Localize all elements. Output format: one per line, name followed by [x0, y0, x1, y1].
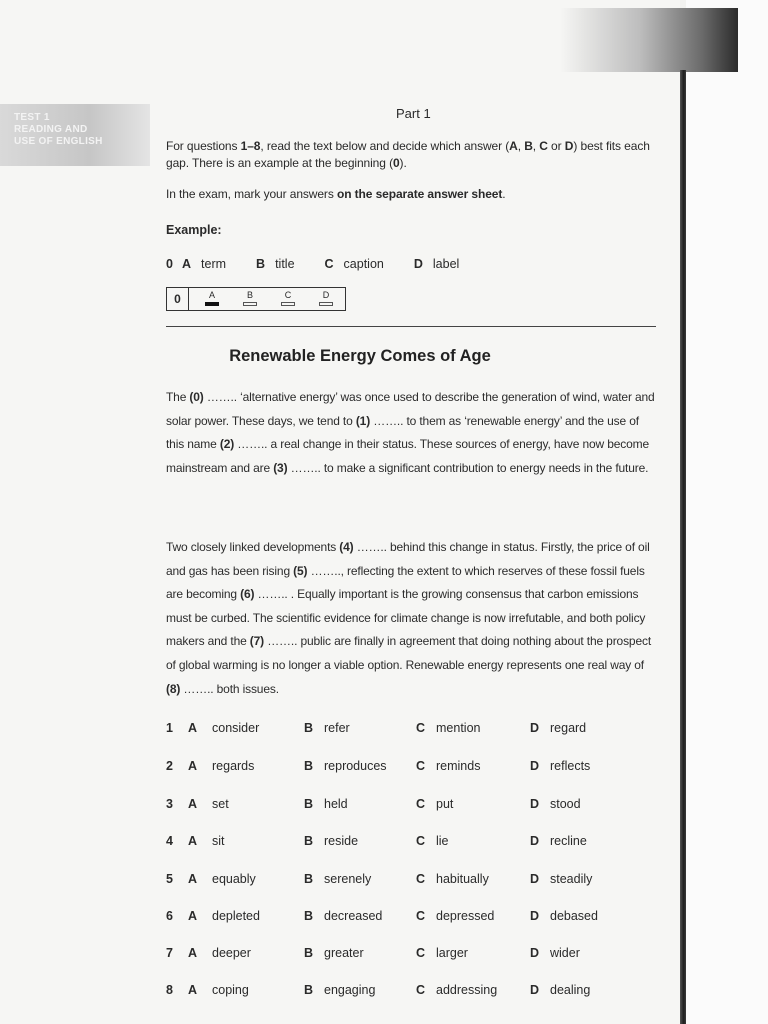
option-a: A sit — [188, 834, 225, 848]
part-title: Part 1 — [396, 106, 431, 121]
answer-sheet-instruction: In the exam, mark your answers on the separate answer sheet. — [166, 187, 506, 201]
paragraph-text: …….. behind this change in status. Firstly, the price of oil and gas has been rising — [166, 540, 650, 578]
option-b: B greater — [304, 946, 364, 960]
question-row — [166, 834, 666, 854]
question-number: 8 — [166, 983, 173, 997]
answer-bubble — [269, 288, 307, 306]
question-row — [166, 721, 666, 741]
answer-bubbles — [189, 288, 345, 310]
answer-bubble-letter: A — [208, 290, 215, 300]
article-paragraph — [166, 386, 658, 480]
section-tab — [0, 104, 150, 166]
article-paragraph — [166, 536, 658, 701]
question-row — [166, 983, 666, 1003]
option-c: C mention — [416, 721, 481, 735]
scan-shadow — [560, 8, 738, 72]
divider-line — [166, 326, 656, 327]
example-label: Example: — [166, 223, 222, 237]
answer-bubble-letter: B — [246, 290, 253, 300]
right-margin — [686, 0, 768, 1024]
example-option: C caption — [324, 257, 384, 271]
gap-number: (3) — [273, 460, 288, 475]
gap-number: (6) — [240, 587, 255, 602]
gap-number: (0) — [189, 390, 204, 404]
section-tab-line: READING AND — [14, 124, 88, 135]
paragraph-text: …….. to them as ‘renewable energy’ and the use of this name — [166, 413, 639, 452]
question-number: 3 — [166, 797, 173, 811]
option-d: D debased — [530, 909, 598, 923]
paragraph-text: …….. both issues. — [180, 681, 279, 696]
option-d: D stood — [530, 797, 581, 811]
option-d: D recline — [530, 834, 587, 848]
option-b: B reside — [304, 834, 359, 848]
option-c: C habitually — [416, 872, 489, 886]
answer-box-number: 0 — [167, 288, 189, 310]
example-options — [166, 257, 489, 271]
question-row — [166, 946, 666, 966]
option-a: A regards — [188, 759, 255, 773]
question-number: 2 — [166, 759, 173, 773]
paragraph-text: The — [166, 390, 190, 404]
answer-bubble-mark — [281, 302, 295, 306]
answer-bubble — [193, 288, 231, 306]
gap-number: (1) — [355, 413, 371, 428]
answer-bubble-letter: C — [284, 290, 292, 300]
answer-bubble — [231, 288, 269, 306]
question-number: 1 — [166, 721, 173, 735]
example-number: 0 — [166, 257, 173, 271]
gap-number: (7) — [249, 634, 265, 649]
option-b: B decreased — [304, 909, 383, 923]
option-c: C addressing — [416, 983, 498, 997]
example-option: B title — [256, 257, 295, 271]
option-a: A set — [188, 797, 229, 811]
option-b: B engaging — [304, 983, 376, 997]
paragraph-text: …….. public are finally in agreement that doing nothing about the prospect of global warming is no longer a viable option. Renewable energy represents one real way of — [166, 634, 652, 672]
option-d: D reflects — [530, 759, 591, 773]
option-d: D regard — [530, 721, 587, 735]
option-d: D steadily — [530, 872, 593, 886]
question-row — [166, 797, 666, 817]
answer-bubble — [307, 288, 345, 306]
example-option: D label — [413, 257, 460, 271]
option-b: B refer — [304, 721, 350, 735]
question-number: 6 — [166, 909, 173, 923]
option-a: A deeper — [188, 946, 251, 960]
book-spine — [680, 70, 686, 1024]
example-answer-box — [166, 287, 346, 311]
question-row — [166, 872, 666, 892]
instructions-text: For questions 1–8, read the text below and decide which answer (A, B, C or D) best fits each gap. There is an example at the beginning (0). — [166, 139, 650, 170]
question-row — [166, 759, 666, 779]
paragraph-text: …….. . Equally important is the growing consensus that carbon emissions must be curbed. The scientific evidence for climate change is now irrefutable, and both policy makers and the — [166, 587, 646, 649]
option-b: B serenely — [304, 872, 372, 886]
paragraph-text: …….., reflecting the extent to which reserves of these fossil fuels are becoming — [166, 563, 645, 602]
option-a: A depleted — [188, 909, 260, 923]
paragraph-text: …….. ‘alternative energy’ was once used to describe the generation of wind, water and solar power. These days, we tend to — [166, 390, 655, 428]
option-d: D dealing — [530, 983, 591, 997]
paragraph-text: …….. to make a significant contribution to energy needs in the future. — [287, 460, 649, 475]
option-d: D wider — [530, 946, 580, 960]
question-number: 5 — [166, 872, 173, 886]
option-b: B held — [304, 797, 348, 811]
option-c: C depressed — [416, 909, 495, 923]
gap-number: (2) — [219, 437, 235, 452]
paragraph-text: …….. a real change in their status. These sources of energy, have now become mainstream and are — [166, 437, 649, 475]
section-tab-line: USE OF ENGLISH — [14, 136, 103, 147]
option-a: A equably — [188, 872, 256, 886]
option-c: C reminds — [416, 759, 481, 773]
paragraph-text: Two closely linked developments — [166, 540, 340, 554]
question-number: 7 — [166, 946, 173, 960]
option-b: B reproduces — [304, 759, 387, 773]
option-c: C lie — [416, 834, 449, 848]
gap-number: (8) — [166, 681, 181, 696]
answer-bubble-mark — [243, 302, 257, 306]
option-a: A coping — [188, 983, 249, 997]
example-option: A term — [182, 257, 227, 271]
gap-number: (4) — [339, 540, 354, 554]
section-tab-line: TEST 1 — [14, 112, 50, 123]
option-c: C put — [416, 797, 454, 811]
article-title: Renewable Energy Comes of Age — [229, 347, 491, 365]
question-number: 4 — [166, 834, 173, 848]
question-row — [166, 909, 666, 929]
option-a: A consider — [188, 721, 260, 735]
answer-bubble-letter: D — [322, 290, 330, 300]
answer-bubble-mark — [205, 302, 219, 306]
gap-number: (5) — [293, 563, 308, 578]
option-c: C larger — [416, 946, 468, 960]
answer-bubble-mark — [319, 302, 333, 306]
